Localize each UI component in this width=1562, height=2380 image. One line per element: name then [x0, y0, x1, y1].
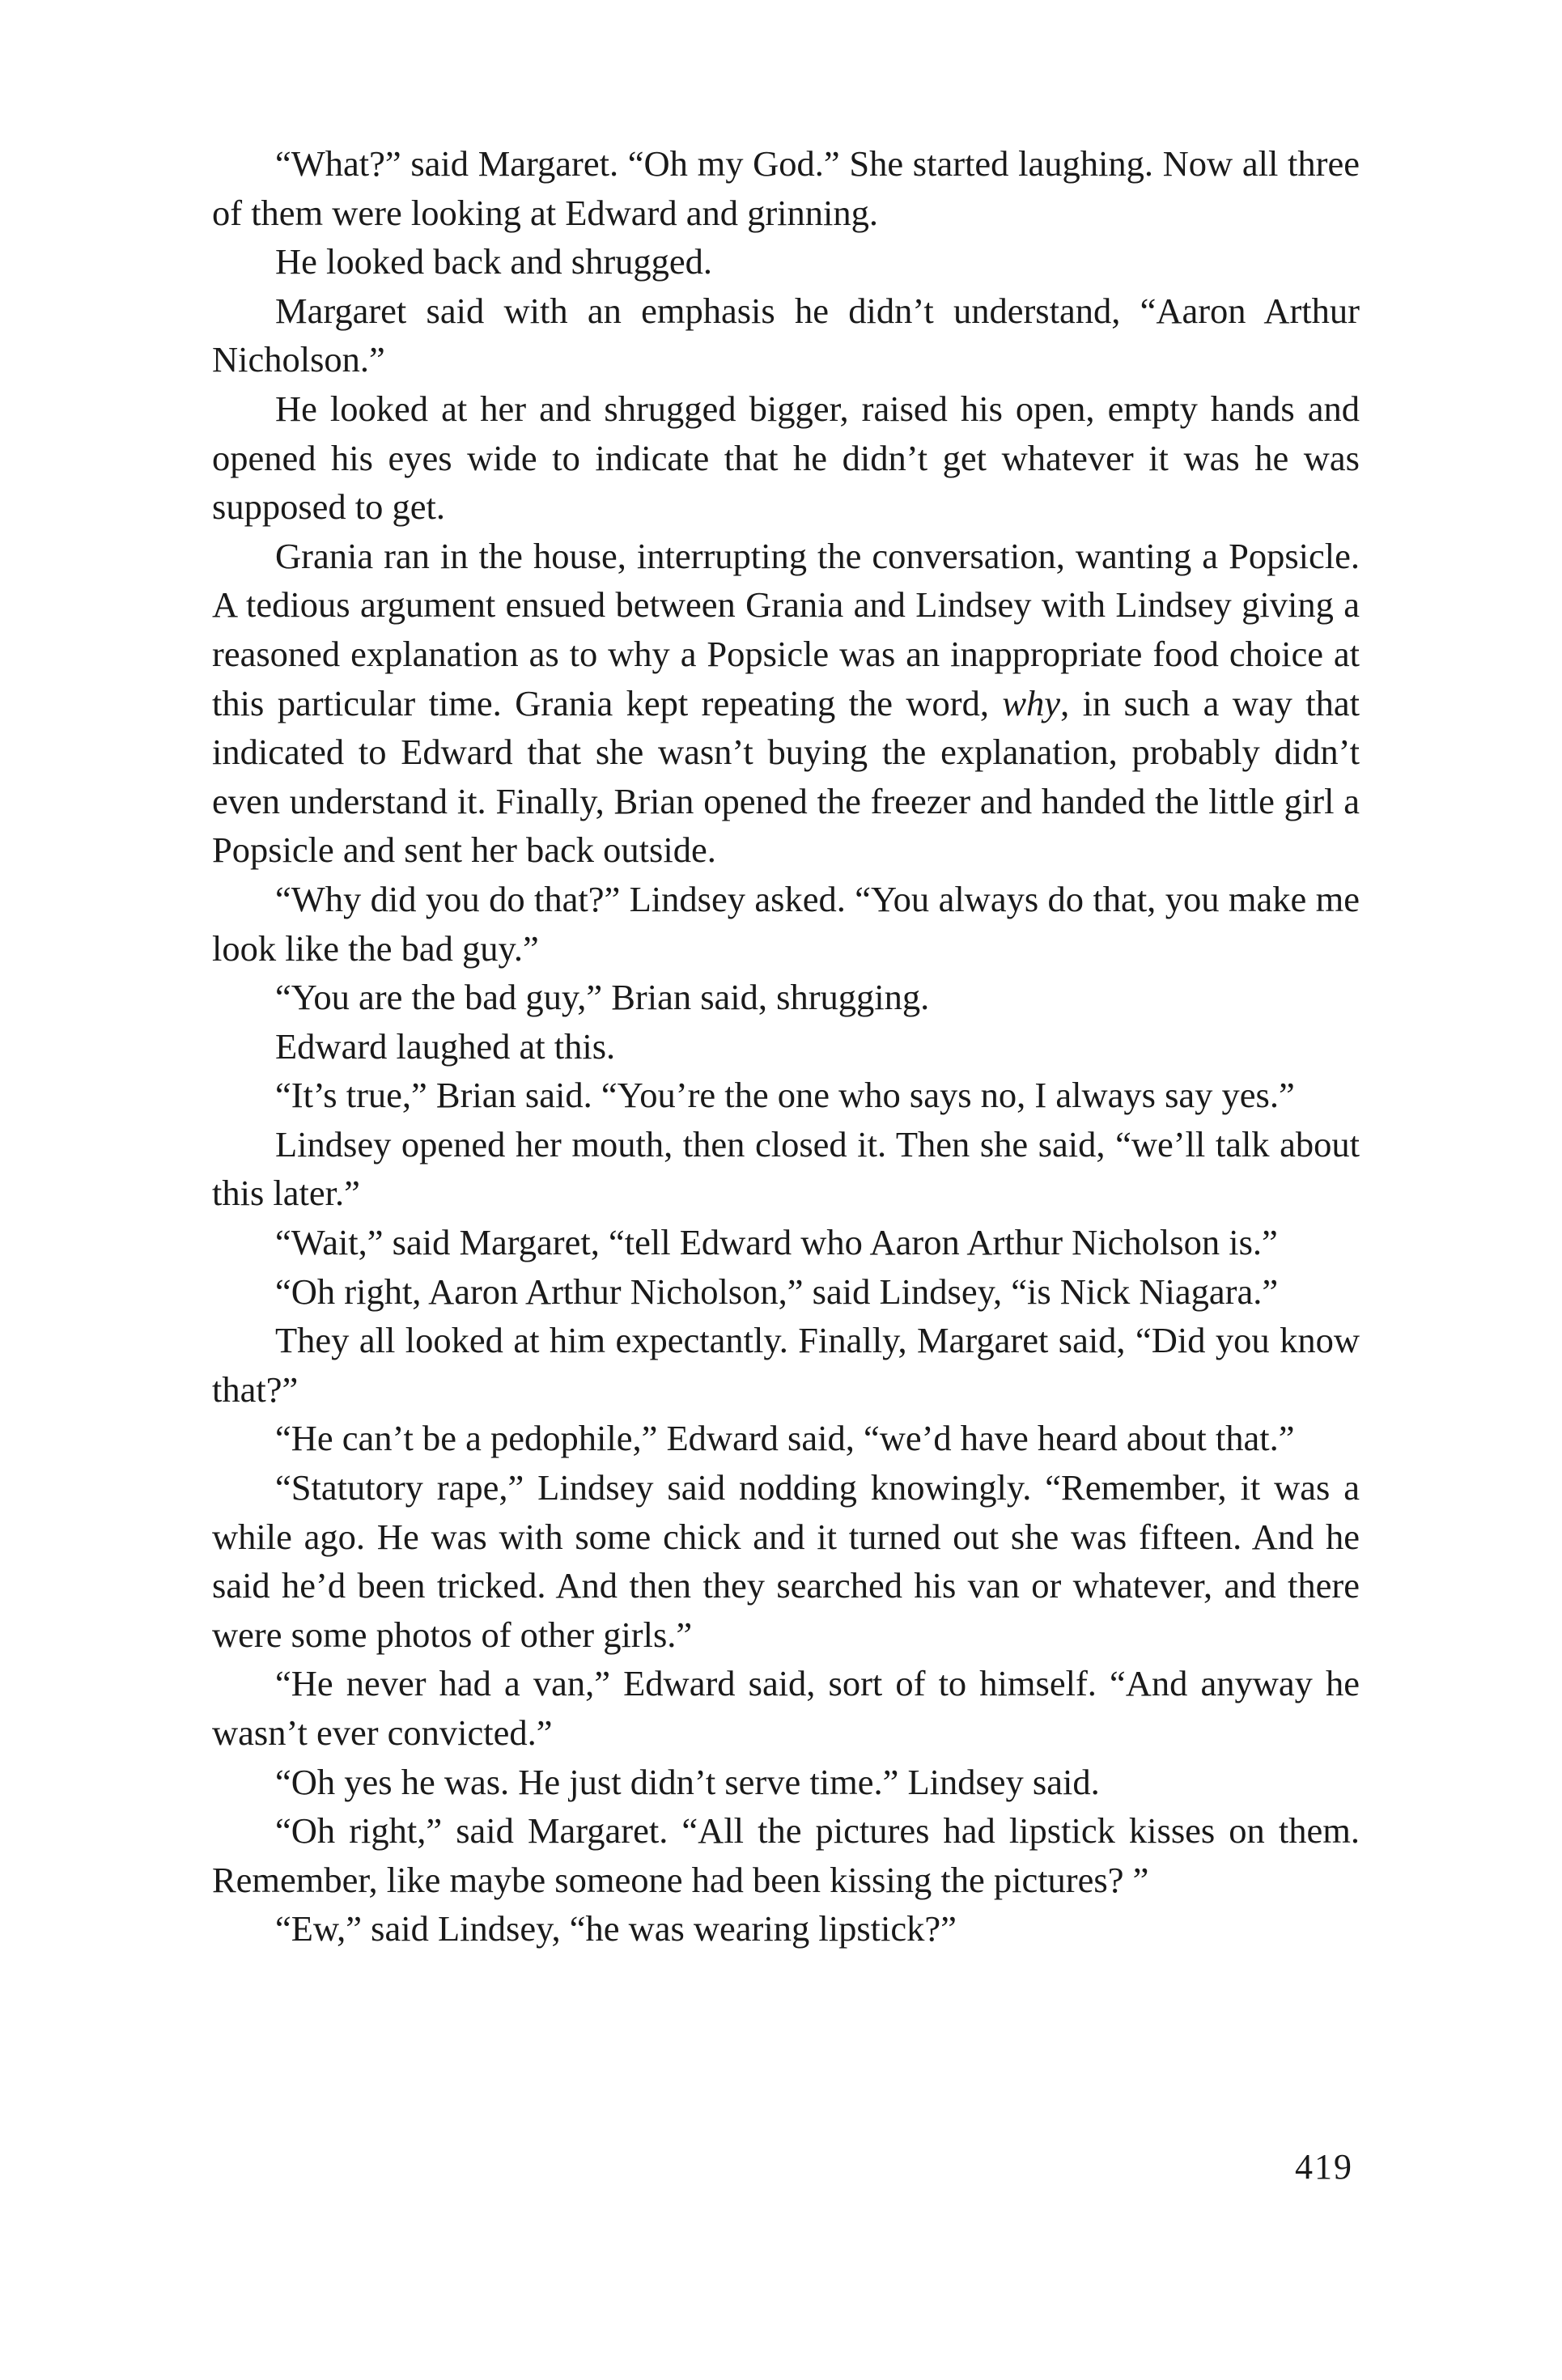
paragraph: Grania ran in the house, interrupting the conversation, wanting a Popsicle. A tedious argument ensued between Grania and Lindsey with Lindsey giving a reasoned explanation as to why a Popsicle was an inappropriate food choice at this particular time. Grania kept repeating the word, why, in such a way that indicated to Edward that she wasn’t buying the explanation, probably didn’t even understand it. Finally, Brian opened the freezer and handed the little girl a Popsicle and sent her back outside.: [212, 535, 1360, 871]
paragraph: Edward laughed at this.: [275, 1025, 616, 1067]
paragraph: “Oh yes he was. He just didn’t serve time.” Lindsey said.: [275, 1761, 1100, 1802]
paragraph: “Oh right,” said Margaret. “All the pictures had lipstick kisses on them. Remember, like maybe someone had been kissing the pictures? ”: [212, 1810, 1360, 1900]
paragraph: “You are the bad guy,” Brian said, shrugging.: [275, 977, 930, 1018]
paragraph: “It’s true,” Brian said. “You’re the one who says no, I always say yes.”: [275, 1075, 1295, 1116]
paragraph: “Wait,” said Margaret, “tell Edward who Aaron Arthur Nicholson is.”: [275, 1222, 1278, 1263]
paragraph: He looked at her and shrugged bigger, raised his open, empty hands and opened his eyes wide to indicate that he didn’t get whatever it was he was supposed to get.: [212, 388, 1360, 528]
emphasized-word: why: [1002, 682, 1061, 723]
paragraph: He looked back and shrugged.: [275, 241, 713, 282]
paragraph: Lindsey opened her mouth, then closed it. Then she said, “we’ll talk about this later.”: [212, 1123, 1360, 1214]
paragraph: “Statutory rape,” Lindsey said nodding knowingly. “Remember, it was a while ago. He was with some chick and it turned out she was fifteen. And he said he’d been tricked. And then they searched his van or whatever, and there were some photos of other girls.”: [212, 1467, 1360, 1655]
paragraph: “Oh right, Aaron Arthur Nicholson,” said Lindsey, “is Nick Niagara.”: [275, 1271, 1279, 1312]
paragraph: Margaret said with an emphasis he didn’t understand, “Aaron Arthur Nicholson.”: [212, 290, 1360, 380]
paragraph: “He never had a van,” Edward said, sort of to himself. “And anyway he wasn’t ever convicted.”: [212, 1663, 1360, 1753]
paragraph: They all looked at him expectantly. Finally, Margaret said, “Did you know that?”: [212, 1320, 1360, 1410]
page-number: 419: [1295, 2147, 1353, 2187]
paragraph: “He can’t be a pedophile,” Edward said, “we’d have heard about that.”: [275, 1418, 1295, 1459]
paragraph: “Ew,” said Lindsey, “he was wearing lipstick?”: [275, 1908, 957, 1949]
paragraph: “Why did you do that?” Lindsey asked. “You always do that, you make me look like the bad guy.”: [212, 878, 1360, 969]
body-text: [212, 139, 1360, 1954]
paragraph: “What?” said Margaret. “Oh my God.” She started laughing. Now all three of them were looking at Edward and grinning.: [212, 143, 1360, 233]
